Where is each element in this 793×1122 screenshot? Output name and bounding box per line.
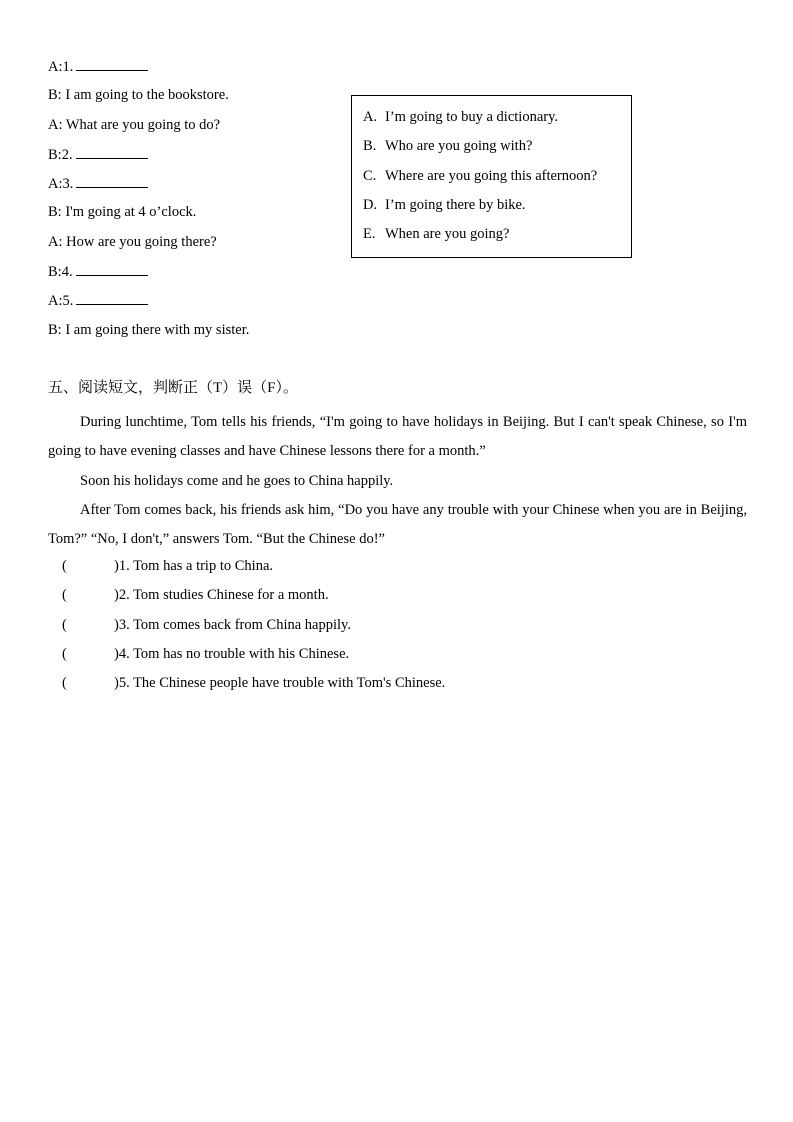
option-text: Who are you going with?	[385, 138, 533, 155]
option-text: I’m going there by bike.	[385, 196, 526, 213]
dialogue-line: A: How are you going there?	[48, 233, 217, 250]
option-text: When are you going?	[385, 226, 510, 243]
dialogue-line: B: I am going to the bookstore.	[48, 87, 229, 104]
dialogue-line: B:2.	[48, 144, 249, 173]
reading-passage	[48, 408, 747, 554]
dialogue-line: A: What are you going to do?	[48, 116, 221, 133]
option-item	[363, 195, 631, 224]
answer-blank[interactable]	[76, 290, 148, 305]
question-text: )2. Tom studies Chinese for a month.	[114, 587, 329, 604]
answer-blank[interactable]	[76, 173, 148, 188]
answer-paren[interactable]: (	[62, 587, 67, 604]
section-title: 五、阅读短文，判断正（T）误（F）。	[48, 380, 299, 396]
question-item	[62, 615, 445, 644]
option-item	[363, 166, 631, 195]
question-item	[62, 673, 445, 702]
question-text: )4. Tom has no trouble with his Chinese.	[114, 645, 350, 662]
option-letter: C.	[363, 167, 377, 184]
answer-blank[interactable]	[76, 56, 148, 71]
dialogue-line: A:1.	[48, 56, 249, 85]
dialogue-line: A:5.	[48, 290, 249, 319]
option-letter: E.	[363, 226, 376, 243]
option-letter: A.	[363, 109, 378, 125]
question-item	[62, 556, 445, 585]
answer-paren[interactable]: (	[62, 558, 67, 574]
option-item	[363, 107, 631, 136]
dialogue-line: B: I'm going at 4 o’clock.	[48, 204, 197, 221]
option-letter: D.	[363, 196, 378, 213]
option-text: I’m going to buy a dictionary.	[385, 109, 559, 125]
options-box	[351, 95, 632, 258]
option-text: Where are you going this afternoon?	[385, 167, 598, 184]
option-item	[363, 136, 631, 165]
dialogue	[48, 56, 249, 349]
answer-paren[interactable]: (	[62, 675, 67, 692]
question-text: )5. The Chinese people have trouble with Tom's Chinese.	[114, 675, 446, 692]
dialogue-line: B:4.	[48, 261, 249, 290]
answer-paren[interactable]: (	[62, 616, 67, 633]
option-letter: B.	[363, 138, 377, 155]
answer-blank[interactable]	[76, 144, 148, 159]
answer-blank[interactable]	[76, 261, 148, 276]
dialogue-line: A:3.	[48, 173, 249, 202]
option-item	[363, 224, 631, 253]
answer-paren[interactable]: (	[62, 645, 67, 662]
question-text: )1. Tom has a trip to China.	[114, 558, 274, 574]
passage-paragraph: Soon his holidays come and he goes to China happily.	[80, 472, 394, 489]
true-false-questions	[62, 556, 445, 702]
passage-paragraph: After Tom comes back, his friends ask him, “Do you have any trouble with your Chinese when you are in Beijing, Tom?” “No, I don't,” answers Tom. “But the Chinese do!”	[48, 501, 747, 548]
passage-paragraph: During lunchtime, Tom tells his friends, “I'm going to have holidays in Beijing. But I can't speak Chinese, so I'm going to have evening classes and have Chinese lessons there for a month.”	[48, 414, 747, 460]
dialogue-line: B: I am going there with my sister.	[48, 321, 250, 338]
question-item	[62, 585, 445, 614]
question-item	[62, 644, 445, 673]
question-text: )3. Tom comes back from China happily.	[114, 616, 351, 633]
